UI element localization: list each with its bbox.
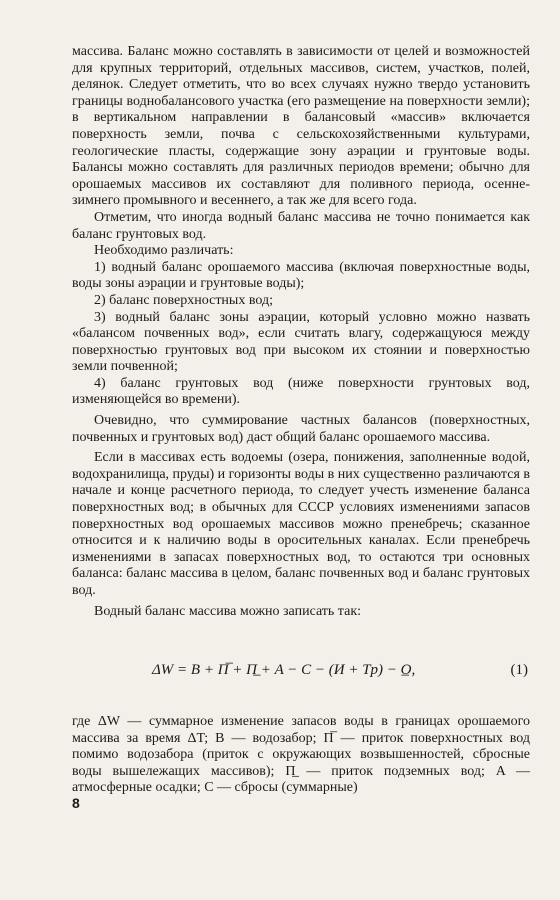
equation-expression: ΔW = B + П̅ + П̲ + A − C − (И + Tр) − O̲,: [152, 662, 416, 678]
paragraph: Необходимо различать:: [94, 243, 234, 259]
paragraph: массива. Баланс можно составлять в зависимости от целей и возможностей для крупных территорий, отдельных массивов, систем, участков, полей, делянок. Следует отметить, что во всех случаях нужно твердо установить границы воднобалансового участка (его размещение на поверхности земли); в вертикальном направлении в балансовый «массив» включается поверхность земли, почва с сельскохозяйственными культурами, геологические пласты, содержащие зону аэрации и грунтовые воды. Балансы можно составлять для различных периодов времени; обычно для орошаемых массивов их составляют для поливного периода, осенне-зимнего промывного и весеннего, а так же для всего года.: [72, 44, 530, 209]
list-item: 1) водный баланс орошаемого массива (включая поверхностные воды, воды зоны аэрации и грунтовые воды);: [72, 259, 530, 292]
paragraph: Очевидно, что суммирование частных балансов (поверхностных, почвенных и грунтовых вод) даст общий баланс орошаемого массива.: [72, 413, 530, 445]
list-item: 2) баланс поверхностных вод;: [94, 292, 273, 308]
paragraph: Водный баланс массива можно записать так:: [94, 603, 362, 619]
page-number: 8: [72, 795, 80, 811]
paragraph: Если в массивах есть водоемы (озера, понижения, заполненные водой, водохранилища, пруды) и горизонты воды в них существенно различаются в начале и конце расчетного периода, то следует учесть изменение баланса поверхностных вод; в обычных для СССР условиях изменениями запасов поверхностных вод орошаемых массивов можно пренебречь; сказанное относится и к наличию воды в оросительных каналах. Если пренебречь изменениями в запасах поверхностных вод, то остаются три основных баланса: баланс массива в целом, баланс почвенных вод и баланс грунтовых вод.: [72, 450, 530, 598]
list-item: 4) баланс грунтовых вод (ниже поверхности грунтовых вод, изменяющейся во времени).: [72, 375, 530, 408]
paragraph: Отметим, что иногда водный баланс массива не точно понимается как баланс грунтовых вод.: [72, 209, 530, 242]
list-item: 3) водный баланс зоны аэрации, который условно можно назвать «балансом почвенных вод», если считать влагу, содержащуюся между поверхностью грунтовых вод при высоком их стоянии и поверхностью земли почвенной;: [72, 309, 530, 375]
body-text: [72, 44, 530, 620]
equation-definitions: где ΔW — суммарное изменение запасов воды в границах орошаемого массива за время ΔT; B — водозабор; П̅ — приток поверхностных вод помимо водозабора (приток с окружающих возвышенностей, сбросные воды вышележащих массивов); П̲ — приток подземных вод; A — атмосферные осадки; C — сбросы (суммарные): [72, 714, 530, 796]
equation-number: (1): [510, 662, 528, 678]
